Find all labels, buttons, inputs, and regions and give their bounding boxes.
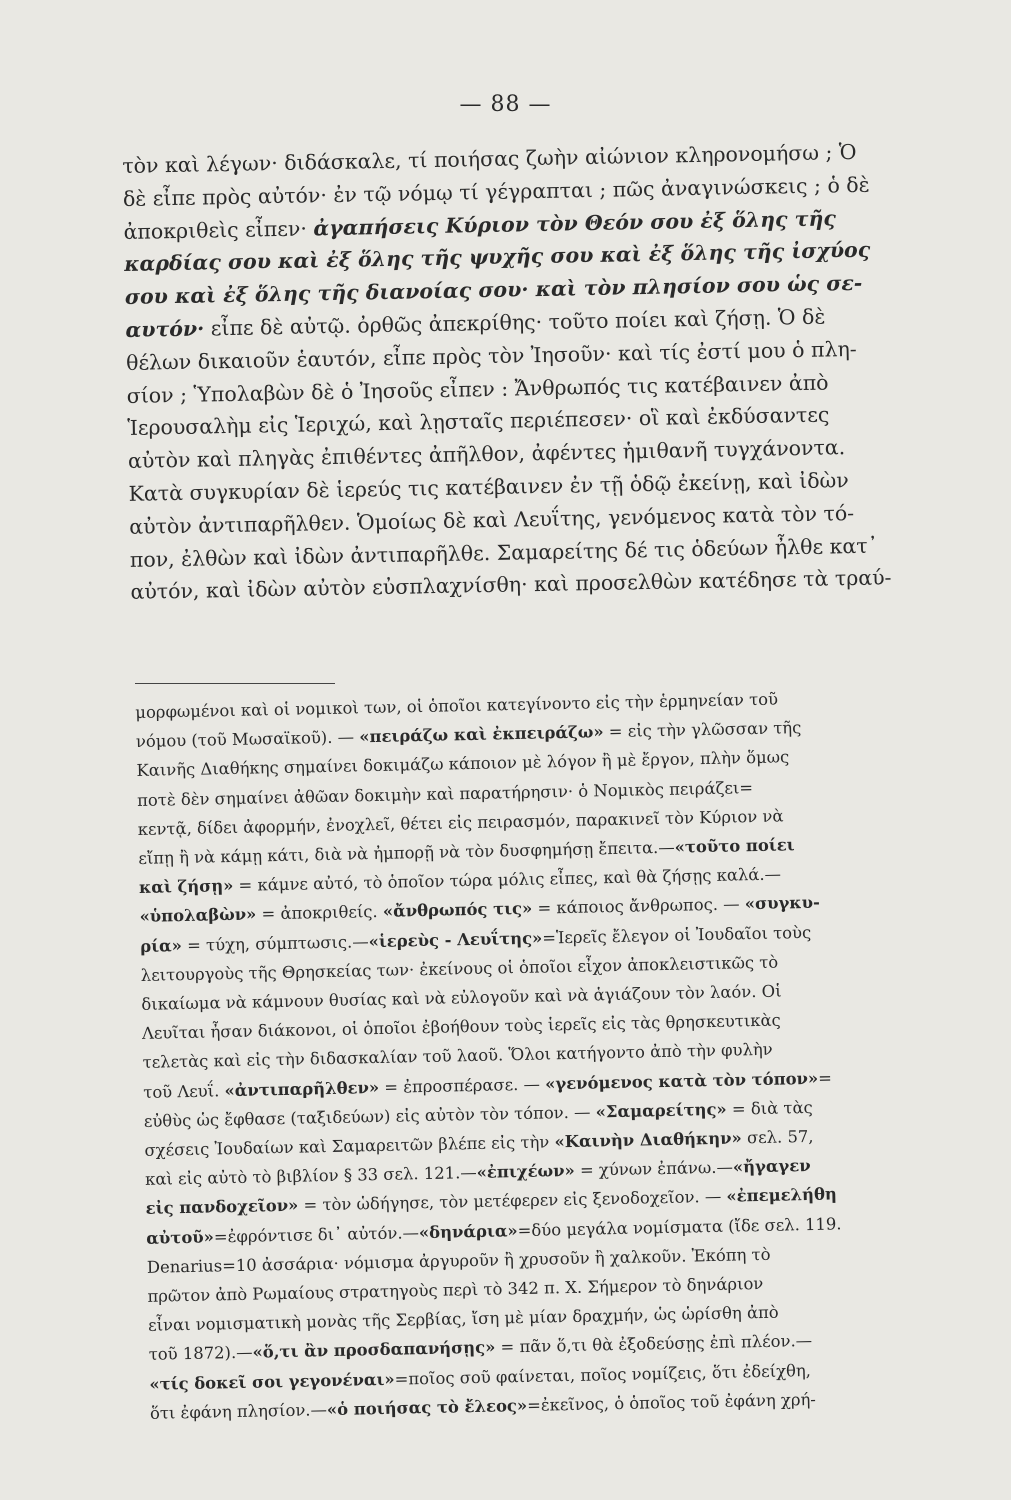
text-run: =ποῖος σοῦ φαίνεται, ποῖος νομίζεις, ὅτι ἐδείχθη, xyxy=(394,1360,812,1389)
text-run: κεντᾷ, δίδει ἀφορμήν, ἐνοχλεῖ, θέτει εἰς πειρασμόν, παρακινεῖ τὸν Κύριον νὰ xyxy=(137,806,784,839)
text-run: δικαίωμα νὰ κάμνουν θυσίας καὶ νὰ εὐλογοῦν καὶ νὰ ἁγιάζουν τὸν λαόν. Οἱ xyxy=(141,981,782,1014)
text-run: δὲ εἶπε πρὸς αὐτόν· ἐν τῷ νόμῳ τί γέγραπται ; πῶς ἀναγινώσκεις ; ὁ δὲ xyxy=(122,172,870,211)
text-run: Καινῆς Διαθήκης σημαίνει δοκιμάζω κάποιον μὲ λόγον ἢ μὲ ἔργον, πλὴν ὅμως xyxy=(136,747,790,781)
text-run: λειτουργοὺς τῆς Θρησκείας των· ἐκείνους οἱ ὁποῖοι εἶχον ἀποκλειστικῶς τὸ xyxy=(140,952,779,985)
emphasized-text: «συγκυ- xyxy=(744,893,820,914)
text-run: εὐθὺς ὡς ἔφθασε (ταξιδεύων) εἰς αὐτὸν τὸν τόπον. — xyxy=(143,1102,596,1131)
emphasized-text: «ὁ ποιήσας τὸ ἔλεος» xyxy=(326,1395,528,1420)
text-run: = xyxy=(817,1068,833,1088)
text-run: ὅτι ἐφάνη πλησίον.— xyxy=(149,1400,328,1423)
text-run: =Ἱερεῖς ἔλεγον οἱ Ἰουδαῖοι τοὺς xyxy=(542,922,812,948)
text-run: = ἐπροσπέρασε. — xyxy=(378,1074,546,1097)
emphasized-text: «τίς δοκεῖ σοι γεγονέναι» xyxy=(149,1369,395,1394)
text-run: μορφωμένοι καὶ οἱ νομικοὶ των, οἱ ὁποῖοι κατεγίνοντο εἰς τὴν ἑρμηνείαν τοῦ xyxy=(135,689,779,722)
text-run: Λευῖται ἦσαν διάκονοι, οἱ ὁποῖοι ἐβοήθουν τοὺς ἱερεῖς εἰς τὰς θρησκευτικὰς xyxy=(141,1010,781,1044)
emphasized-text: εἰς πανδοχεῖον» xyxy=(145,1196,299,1219)
text-run: =ἐκεῖνος, ὁ ὁποῖος τοῦ ἐφάνη χρή- xyxy=(526,1389,817,1415)
text-run: = εἰς τὴν γλῶσσαν τῆς xyxy=(603,718,802,742)
emphasized-text: «Καινὴν Διαθήκην» xyxy=(554,1128,742,1152)
emphasized-text: καὶ ζήσῃ» xyxy=(138,876,234,898)
emphasized-text: «πειράζω καὶ ἐκπειράζω» xyxy=(359,722,604,747)
text-run: τὸν καὶ λέγων· διδάσκαλε, τί ποιήσας ζωὴν αἰώνιον κληρονομήσω ; Ὁ xyxy=(122,139,857,178)
text-run: Ἱερουσαλὴμ εἰς Ἱεριχώ, καὶ λῃσταῖς περιέπεσεν· οἳ καὶ ἐκδύσαντες xyxy=(127,402,830,441)
text-run: εἶπε δὲ αὐτῷ. ὀρθῶς ἀπεκρίθης· τοῦτο ποίει καὶ ζήσῃ. Ὁ δὲ xyxy=(204,304,826,341)
text-run: σχέσεις Ἰουδαίων καὶ Σαμαρειτῶν βλέπε εἰς τὴν xyxy=(144,1132,555,1160)
text-run: τελετὰς καὶ εἰς τὴν διδασκαλίαν τοῦ λαοῦ. Ὅλοι κατήγοντο ἀπὸ τὴν φυλὴν xyxy=(142,1040,773,1073)
text-run: τοῦ Λευΐ. xyxy=(143,1080,225,1102)
main-text-block xyxy=(122,134,971,609)
text-run: Κατὰ συγκυρίαν δὲ ἱερεύς τις κατέβαινεν ἐν τῇ ὁδῷ ἐκείνῃ, καὶ ἰδὼν xyxy=(128,468,849,506)
footnote-block xyxy=(135,681,980,1428)
text-run: αὐτόν, καὶ ἰδὼν αὐτὸν εὐσπλαχνίσθη· καὶ προσελθὼν κατέδησε τὰ τραύ- xyxy=(130,565,892,605)
text-run: ἀποκριθεὶς εἶπεν· xyxy=(123,215,314,244)
emphasized-text: «ἐπιχέων» xyxy=(476,1161,575,1183)
text-run: Denarius=10 ἀσσάρια· νόμισμα ἀργυροῦν ἢ χρυσοῦν ἢ χαλκοῦν. Ἐκόπη τὸ xyxy=(146,1244,771,1277)
emphasized-text: «Σαμαρείτης» xyxy=(595,1099,727,1122)
emphasized-text: «δηνάρια» xyxy=(418,1220,518,1242)
emphasized-text: «ἐπεμελήθη xyxy=(726,1184,838,1207)
emphasized-text: «ἀντιπαρῆλθεν» xyxy=(224,1077,380,1100)
text-run: εἶναι νομισματικὴ μονὰς τῆς Σερβίας, ἴση μὲ μίαν δραχμήν, ὡς ὡρίσθη ἀπὸ xyxy=(147,1302,779,1336)
text-run: = διὰ τὰς xyxy=(726,1097,813,1119)
emphasized-text: αυτόν· xyxy=(125,316,205,342)
text-run: σίον ; Ὑπολαβὼν δὲ ὁ Ἰησοῦς εἶπεν : Ἄνθρωπός τις κατέβαινεν ἀπὸ xyxy=(126,370,829,408)
emphasized-text: αὐτοῦ» xyxy=(146,1227,215,1248)
text-run: πον, ἐλθὼν καὶ ἰδὼν ἀντιπαρῆλθε. Σαμαρείτης δέ τις ὁδεύων ἦλθε κατ᾽ xyxy=(129,533,879,572)
text-run: θέλων δικαιοῦν ἑαυτόν, εἶπε πρὸς τὸν Ἰησοῦν· καὶ τίς ἐστί μου ὁ πλη- xyxy=(125,336,857,375)
text-run: = τὸν ὡδήγησε, τὸν μετέφερεν εἰς ξενοδοχεῖον. — xyxy=(298,1187,727,1216)
text-run: = κάμνε αὐτό, τὸ ὁποῖον τώρα μόλις εἶπες, καὶ θὰ ζήσῃς καλά.— xyxy=(233,864,782,896)
emphasized-text: καρδίας σου καὶ ἐξ ὅλης τῆς ψυχῆς σου καὶ ἐξ ὅλης τῆς ἰσχύος xyxy=(123,238,871,277)
text-run: = πᾶν ὅ,τι θὰ ἐξοδεύσῃς ἐπὶ πλέον.— xyxy=(495,1331,813,1358)
text-run: σελ. 57, xyxy=(741,1126,814,1148)
text-run: τοῦ 1872).— xyxy=(148,1343,253,1365)
text-run: πρῶτον ἀπὸ Ρωμαίους στρατηγοὺς περὶ τὸ 342 π. Χ. Σήμερον τὸ δηνάριον xyxy=(147,1274,764,1306)
text-run: = τύχη, σύμπτωσις.— xyxy=(181,931,369,955)
emphasized-text: «ὅ,τι ἂν προσδαπανήσῃς» xyxy=(252,1338,496,1363)
emphasized-text: «ἤγαγεν xyxy=(732,1156,811,1177)
emphasized-text: ἀγαπήσεις Κύριον τὸν Θεόν σου ἐξ ὅλης τῆς xyxy=(313,205,837,240)
emphasized-text: «ὑπολαβὼν» xyxy=(139,904,257,927)
footnote-separator xyxy=(135,683,335,684)
text-run: = κάποιος ἄνθρωπος. — xyxy=(532,894,745,919)
page-number: — 88 — xyxy=(459,92,552,117)
text-run: ποτὲ δὲν σημαίνει ἀθῶαν δοκιμὴν καὶ παρατήρησιν· ὁ Νομικὸς πειράζει= xyxy=(136,777,754,810)
text-run: = χύνων ἐπάνω.— xyxy=(574,1157,734,1181)
emphasized-text: «ἄνθρωπός τις» xyxy=(382,899,533,922)
emphasized-text: σου καὶ ἐξ ὅλης τῆς διανοίας σου· καὶ τὸν πλησίον σου ὡς σε- xyxy=(124,271,863,310)
text-run: εἴπῃ ἢ νὰ κάμῃ κάτι, διὰ νὰ ἠμπορῇ νὰ τὸν δυσφημήσῃ ἔπειτα.— xyxy=(138,837,675,868)
emphasized-text: «γενόμενος κατὰ τὸν τόπον» xyxy=(544,1068,819,1094)
text-run: =ἐφρόντισε δι᾽ αὐτόν.— xyxy=(213,1222,420,1247)
text-run: αὐτὸν καὶ πληγὰς ἐπιθέντες ἀπῆλθον, ἀφέντες ἡμιθανῆ τυγχάνοντα. xyxy=(127,435,846,474)
text-run: καὶ εἰς αὐτὸ τὸ βιβλίον § 33 σελ. 121.— xyxy=(144,1163,477,1190)
text-run: =δύο μεγάλα νομίσματα (ἴδε σελ. 119. xyxy=(517,1213,842,1240)
emphasized-text: «ἱερεὺς - Λευΐτης» xyxy=(368,928,543,951)
emphasized-text: ρία» xyxy=(139,935,183,956)
text-run: αὐτὸν ἀντιπαρῆλθεν. Ὁμοίως δὲ καὶ Λευΐτης, γενόμενος κατὰ τὸν τό- xyxy=(129,500,855,539)
text-run: νόμου (τοῦ Μωσαϊκοῦ). — xyxy=(135,727,360,752)
emphasized-text: «τοῦτο ποίει xyxy=(674,835,795,857)
text-run: = ἀποκριθείς. xyxy=(256,902,384,924)
